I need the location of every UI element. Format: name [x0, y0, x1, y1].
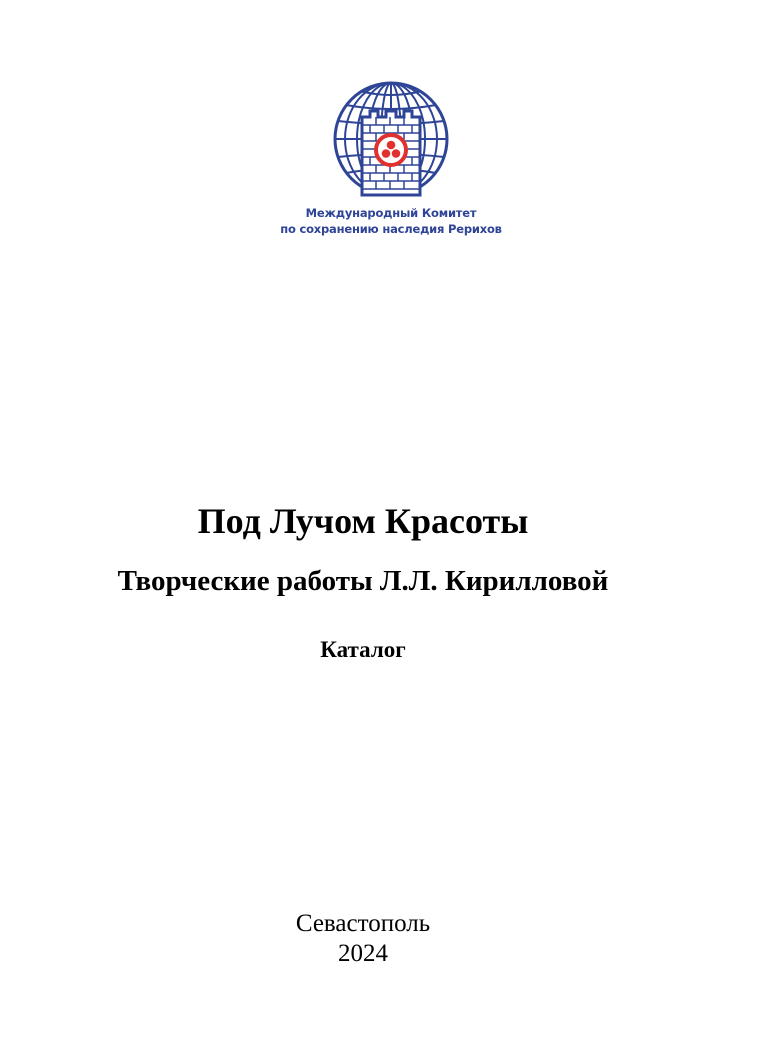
logo-caption-line2: по сохранению наследия Рерихов: [280, 222, 502, 236]
organization-logo: [262, 56, 520, 256]
globe-tower-banner-of-peace-icon: [332, 79, 450, 199]
logo-caption-line1: Международный Комитет: [305, 206, 477, 220]
document-subtitle: Творческие работы Л.Л. Кирилловой: [117, 565, 609, 597]
document-type: Каталог: [320, 637, 406, 662]
publication-city: Севастополь: [295, 910, 431, 937]
publication-year: 2024: [338, 940, 388, 967]
document-title: Под Лучом Красоты: [197, 501, 529, 541]
